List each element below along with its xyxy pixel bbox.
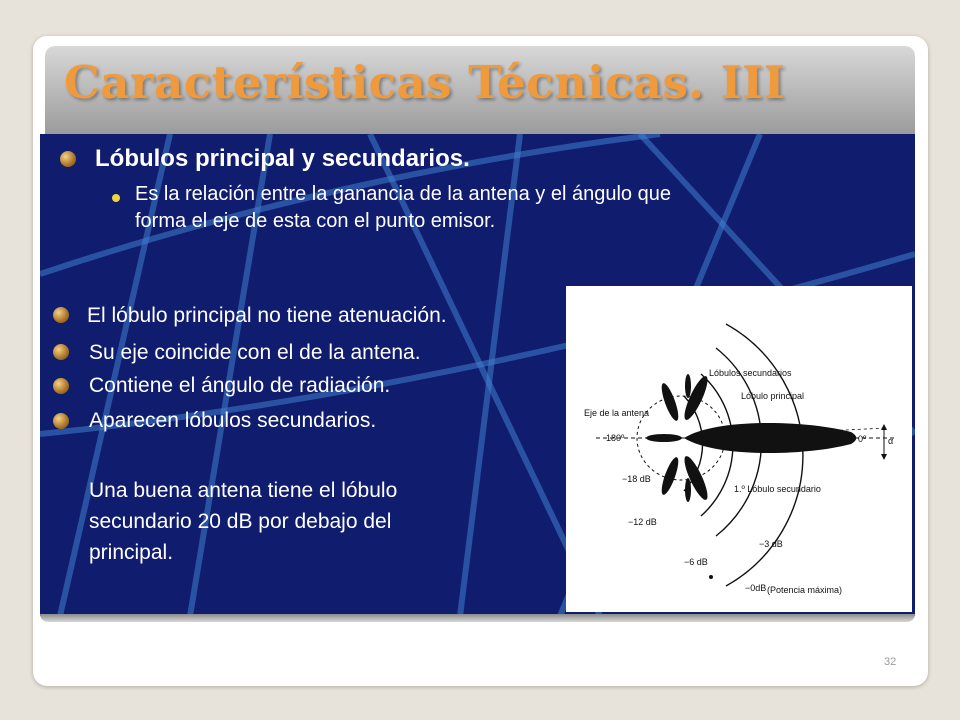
bullet-icon	[60, 151, 76, 167]
bullet-text-4: Aparecen lóbulos secundarios.	[89, 409, 377, 432]
label-primer-lobulo-secundario: 1.º Lóbulo secundario	[734, 484, 821, 494]
label-6db: −6 dB	[684, 557, 708, 567]
slide-title: Características Técnicas. III	[64, 56, 786, 109]
section-heading: Lóbulos principal y secundarios.	[95, 145, 470, 172]
label-alpha: α	[888, 436, 894, 446]
note-line-1: Una buena antena tiene el lóbulo	[89, 479, 398, 502]
content-bottom-edge	[40, 614, 915, 622]
label-lobulos-secundarios: Lóbulos secundarios	[709, 368, 792, 378]
bullet-icon	[53, 307, 69, 323]
note-line-3: principal.	[89, 541, 174, 564]
label-12db: −12 dB	[628, 517, 657, 527]
alpha-arrow-down	[881, 454, 887, 460]
section-description-line-2: forma el eje de esta con el punto emisor.	[135, 210, 496, 232]
label-0: 0º	[858, 434, 867, 444]
label-18db: −18 dB	[622, 474, 651, 484]
bullet-icon	[53, 344, 69, 360]
radiation-pattern-figure	[566, 286, 912, 612]
marker-dot	[709, 575, 713, 579]
bullet-text-3: Contiene el ángulo de radiación.	[89, 374, 391, 397]
label-lobulo-principal: Lóbulo principal	[741, 391, 805, 401]
label-potencia-maxima: (Potencia máxima)	[767, 585, 843, 595]
label-0db: −0dB	[745, 583, 767, 593]
label-3db: −3 dB	[759, 539, 783, 549]
page-number: 32	[884, 656, 897, 668]
bullet-icon	[53, 378, 69, 394]
sub-bullet-icon	[112, 194, 120, 202]
bullet-text-2: Su eje coincide con el de la antena.	[89, 341, 421, 364]
note-line-2: secundario 20 dB por debajo del	[89, 510, 392, 533]
section-description-line-1: Es la relación entre la ganancia de la antena y el ángulo que	[135, 183, 671, 205]
alpha-arrow-up	[881, 424, 887, 430]
label-eje-antena: Eje de la antena	[584, 408, 650, 418]
radiation-pattern-diagram	[566, 286, 912, 612]
main-lobe	[684, 423, 856, 453]
bullet-text-1: El lóbulo principal no tiene atenuación.	[87, 304, 447, 327]
bullet-icon	[53, 413, 69, 429]
label-180: 180º	[606, 433, 625, 443]
